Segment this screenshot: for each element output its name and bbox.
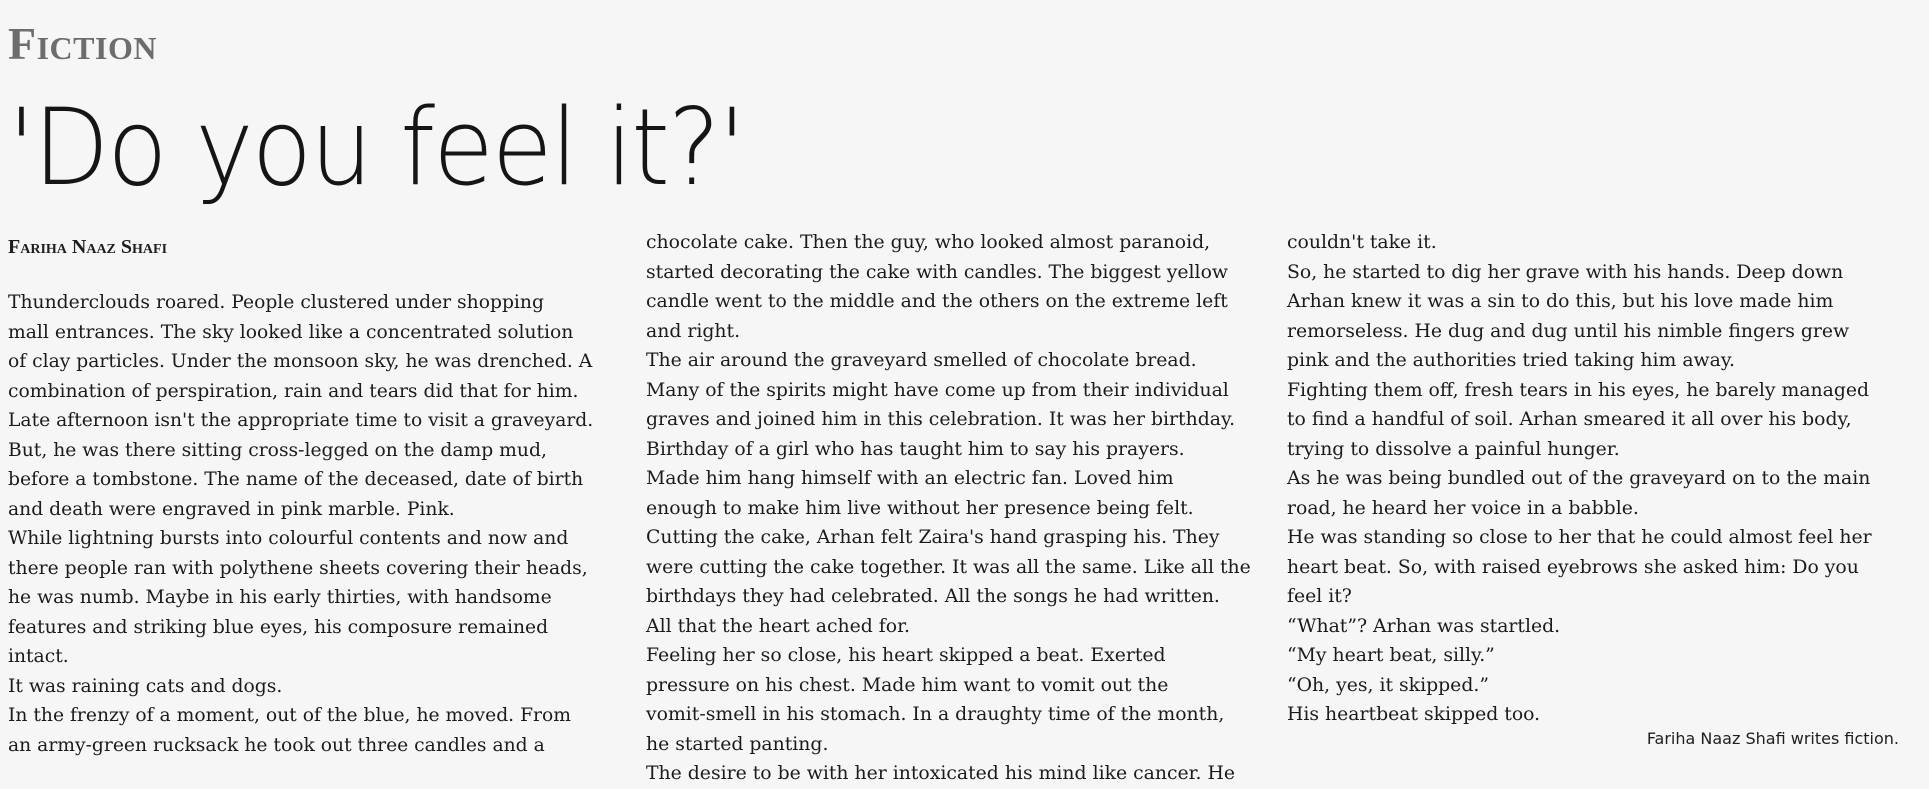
text-line: As he was being bundled out of the graveyard on to the main	[1287, 467, 1871, 489]
text-line: he was numb. Maybe in his early thirties, with handsome	[8, 586, 552, 608]
text-line: pink and the authorities tried taking him away.	[1287, 349, 1735, 371]
text-line: trying to dissolve a painful hunger.	[1287, 437, 1620, 460]
text-line: remorseless. He dug and dug until his nimble fingers grew	[1287, 319, 1850, 342]
text-line: an army-green rucksack he took out three candles and a	[8, 733, 545, 756]
text-line: he started panting.	[646, 732, 829, 755]
text-line: Cutting the cake, Arhan felt Zaira's hand grasping his. They	[646, 526, 1220, 548]
text-line: “My heart beat, silly.”	[1287, 644, 1495, 666]
text-line: enough to make him live without her presence being felt.	[646, 496, 1194, 519]
text-line: He was standing so close to her that he could almost feel her	[1287, 526, 1872, 548]
article-column-1	[8, 288, 608, 760]
text-line: started decorating the cake with candles. The biggest yellow	[646, 260, 1229, 283]
text-line: His heartbeat skipped too.	[1287, 703, 1541, 725]
text-line: Thunderclouds roared. People clustered under shopping	[8, 291, 544, 313]
article-column-3	[1287, 228, 1907, 730]
text-line: “Oh, yes, it skipped.”	[1287, 673, 1489, 696]
text-line: The desire to be with her intoxicated his mind like cancer. He	[646, 762, 1236, 784]
text-line: All that the heart ached for.	[646, 614, 911, 637]
text-line: road, he heard her voice in a babble.	[1287, 496, 1639, 519]
text-line: Arhan knew it was a sin to do this, but his love made him	[1287, 290, 1834, 312]
text-line: mall entrances. The sky looked like a concentrated solution	[8, 320, 574, 343]
text-line: So, he started to dig her grave with his hands. Deep down	[1287, 260, 1844, 283]
text-line: Fighting them off, fresh tears in his eyes, he barely managed	[1287, 378, 1870, 401]
text-line: pressure on his chest. Made him want to vomit out the	[646, 673, 1169, 696]
section-label: Fiction	[8, 18, 157, 69]
text-line: and death were engraved in pink marble. Pink.	[8, 497, 455, 520]
text-line: feel it?	[1287, 585, 1352, 607]
text-line: Many of the spirits might have come up from their individual	[646, 378, 1229, 401]
text-line: Feeling her so close, his heart skipped a beat. Exerted	[646, 644, 1166, 666]
text-line: graves and joined him in this celebration. It was her birthday.	[646, 408, 1236, 430]
text-line: before a tombstone. The name of the deceased, date of birth	[8, 468, 584, 490]
text-line: of clay particles. Under the monsoon sky, he was drenched. A	[8, 350, 593, 372]
text-line: couldn't take it.	[1287, 231, 1437, 253]
text-line: were cutting the cake together. It was all the same. Like all the	[646, 555, 1251, 578]
text-line: chocolate cake. Then the guy, who looked almost paranoid,	[646, 231, 1211, 253]
author-note: Fariha Naaz Shafi writes fiction.	[1646, 729, 1899, 748]
text-line: But, he was there sitting cross-legged on the damp mud,	[8, 438, 547, 461]
text-line: Late afternoon isn't the appropriate time to visit a graveyard.	[8, 409, 594, 431]
text-line: candle went to the middle and the others on the extreme left	[646, 290, 1228, 312]
text-line: “What”? Arhan was startled.	[1287, 614, 1561, 637]
text-line: combination of perspiration, rain and tears did that for him.	[8, 379, 579, 402]
text-line: there people ran with polythene sheets covering their heads,	[8, 556, 588, 579]
text-line: Made him hang himself with an electric fan. Loved him	[646, 467, 1174, 489]
text-line: features and striking blue eyes, his composure remained	[8, 615, 549, 638]
text-line: The air around the graveyard smelled of chocolate bread.	[646, 349, 1197, 371]
text-line: Birthday of a girl who has taught him to say his prayers.	[646, 437, 1185, 460]
text-line: It was raining cats and dogs.	[8, 674, 283, 697]
article-column-2	[646, 228, 1266, 789]
text-line: While lightning bursts into colourful contents and now and	[8, 527, 569, 549]
byline: Fariha Naaz Shafi	[8, 236, 168, 258]
text-line: and right.	[646, 319, 741, 342]
text-line: to find a handful of soil. Arhan smeared it all over his body,	[1287, 408, 1852, 430]
text-line: birthdays they had celebrated. All the songs he had written.	[646, 585, 1220, 607]
text-line: vomit-smell in his stomach. In a draughty time of the month,	[646, 703, 1225, 725]
headline: 'Do you feel it?'	[8, 86, 744, 209]
text-line: heart beat. So, with raised eyebrows she asked him: Do you	[1287, 555, 1859, 578]
text-line: In the frenzy of a moment, out of the blue, he moved. From	[8, 704, 572, 726]
text-line: intact.	[8, 645, 69, 667]
